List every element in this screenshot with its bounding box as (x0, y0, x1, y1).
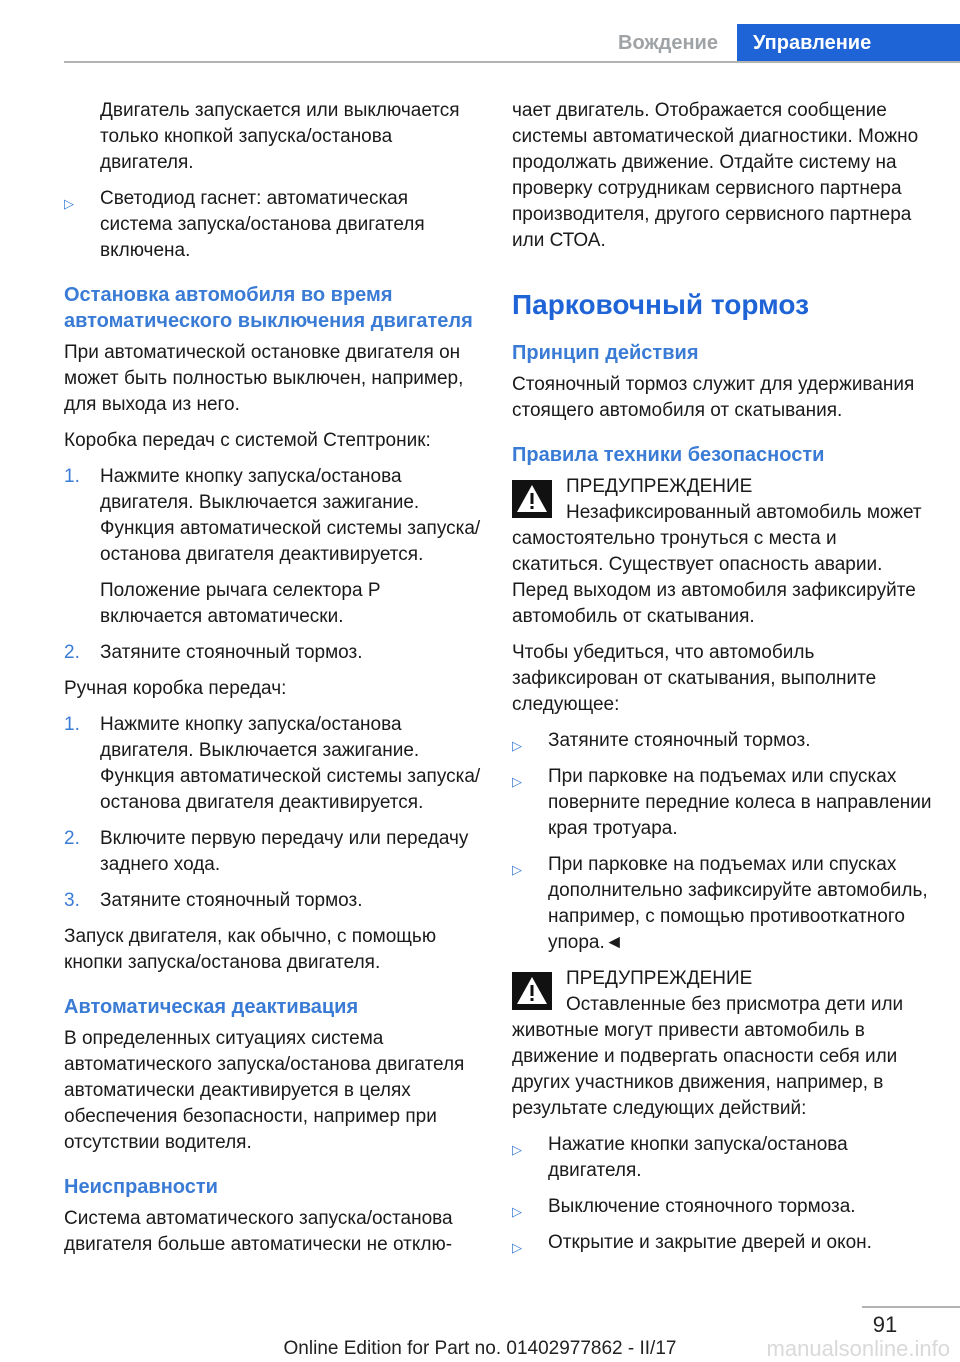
bullet-text: Светодиод гаснет: автоматическая система запуска/останова двигателя включена. (100, 188, 425, 261)
bullet-item (512, 1194, 932, 1220)
triangle-bullet-icon: ▷ (512, 862, 522, 877)
step-item (64, 712, 484, 816)
step-continuation: Положение рычага селектора P включается автоматически. (100, 580, 381, 627)
tab-controls[interactable]: Управление (737, 24, 960, 63)
step-item (64, 464, 484, 568)
triangle-bullet-icon: ▷ (512, 1204, 522, 1219)
paragraph: Коробка передач с системой Стептроник: (64, 430, 431, 451)
paragraph: чает двигатель. Отображается сообщение системы автоматической диагностики. Можно продолжать движение. Отдайте систему на проверку сотрудникам сервисного партнера производителя, другого сервисного партнера или СТОА. (512, 100, 919, 251)
triangle-bullet-icon: ▷ (512, 774, 522, 789)
warning-block (512, 966, 932, 1122)
bullet-text: Выключение стояночного тормоза. (548, 1196, 856, 1217)
paragraph: В определенных ситуациях система автоматического запуска/останова двигателя автоматически деактивируется в целях обеспечения безопасности, например при отсутствии водителя. (64, 1028, 465, 1153)
bullet-text: Открытие и закрытие дверей и окон. (548, 1232, 872, 1253)
warning-triangle-icon (512, 480, 552, 518)
bullet-item (512, 1230, 932, 1256)
triangle-bullet-icon: ▷ (512, 738, 522, 753)
paragraph: Система автоматического запуска/останова двигателя больше автоматически не отклю- (64, 1208, 453, 1255)
step-text: Нажмите кнопку запуска/останова двигателя. Выключается зажигание. Функция автоматической системы запуска/останова двигателя деактивируется. (100, 714, 481, 813)
warning-title: ПРЕДУПРЕЖДЕНИЕ (566, 968, 753, 989)
chapter-heading-parking-brake: Парковочный тормоз (512, 289, 810, 320)
warning-text: Оставленные без присмотра дети или животные могут привести автомобиль в движение и подвергать опасности себя или других участников движения, например, в результате следующих действий: (512, 994, 904, 1119)
edition-footer: Online Edition for Part no. 01402977862 - II/17 (283, 1338, 677, 1359)
paragraph: Чтобы убедиться, что автомобиль зафиксирован от скатывания, выполните следующее: (512, 642, 877, 715)
watermark: manualsonline.info (766, 1336, 950, 1361)
intro-text: Двигатель запускается или выключается только кнопкой запуска/останова двигателя. (100, 100, 460, 173)
paragraph: Запуск двигателя, как обычно, с помощью кнопки запуска/останова двигателя. (64, 926, 437, 973)
triangle-bullet-icon: ▷ (512, 1240, 522, 1255)
bullet-text: Нажатие кнопки запуска/останова двигателя. (548, 1134, 848, 1181)
section-heading-principle: Принцип действия (512, 342, 699, 364)
step-text: Затяните стояночный тормоз. (100, 890, 363, 911)
bullet-item (512, 764, 932, 842)
warning-text: Незафиксированный автомобиль может самостоятельно тронуться с места и скатиться. Существует опасность аварии. Перед выходом из автомобиля зафиксируйте автомобиль от скатывания. (512, 502, 922, 627)
bullet-item (512, 852, 932, 956)
left-column (64, 98, 484, 1268)
step-item (64, 826, 484, 878)
warning-block (512, 474, 932, 630)
header-divider (64, 61, 960, 63)
bullet-text: При парковке на подъемах или спусках дополнительно зафиксируйте автомобиль, например, с помощью противооткатного упора.◄ (548, 854, 928, 953)
paragraph: При автоматической остановке двигателя он может быть полностью выключен, например, для выхода из него. (64, 342, 464, 415)
warning-title: ПРЕДУПРЕЖДЕНИЕ (566, 476, 753, 497)
step-text: Нажмите кнопку запуска/останова двигателя. Выключается зажигание. Функция автоматической системы запуска/останова двигателя деактивируется. (100, 466, 481, 565)
triangle-bullet-icon: ▷ (64, 196, 74, 211)
triangle-bullet-icon: ▷ (512, 1142, 522, 1157)
page-number: 91 (872, 1312, 898, 1337)
step-number: 2. (64, 828, 80, 849)
step-item (64, 888, 484, 914)
step-number: 1. (64, 714, 80, 735)
right-column (512, 98, 932, 1266)
section-heading-auto-deactivation: Автоматическая деактивация (64, 996, 359, 1018)
step-number: 1. (64, 466, 80, 487)
bullet-text: При парковке на подъемах или спусках поверните передние колеса в направлении края тротуара. (548, 766, 932, 839)
bullet-text: Затяните стояночный тормоз. (548, 730, 811, 751)
step-item (64, 640, 484, 666)
step-number: 3. (64, 890, 80, 911)
paragraph: Ручная коробка передач: (64, 678, 287, 699)
step-text: Включите первую передачу или передачу заднего хода. (100, 828, 469, 875)
footer-divider (862, 1306, 960, 1308)
bullet-item (64, 186, 484, 264)
paragraph: Стояночный тормоз служит для удерживания стоящего автомобиля от скатывания. (512, 374, 915, 421)
warning-triangle-icon (512, 972, 552, 1010)
bullet-item (512, 728, 932, 754)
step-text: Затяните стояночный тормоз. (100, 642, 363, 663)
section-heading-faults: Неисправности (64, 1176, 218, 1198)
bullet-item (512, 1132, 932, 1184)
section-heading-safety: Правила техники безопасности (512, 444, 825, 466)
section-heading-stop: Остановка автомобиля во время автоматического выключения двигателя (64, 284, 473, 332)
tab-driving[interactable]: Вождение (618, 32, 718, 54)
step-number: 2. (64, 642, 80, 663)
